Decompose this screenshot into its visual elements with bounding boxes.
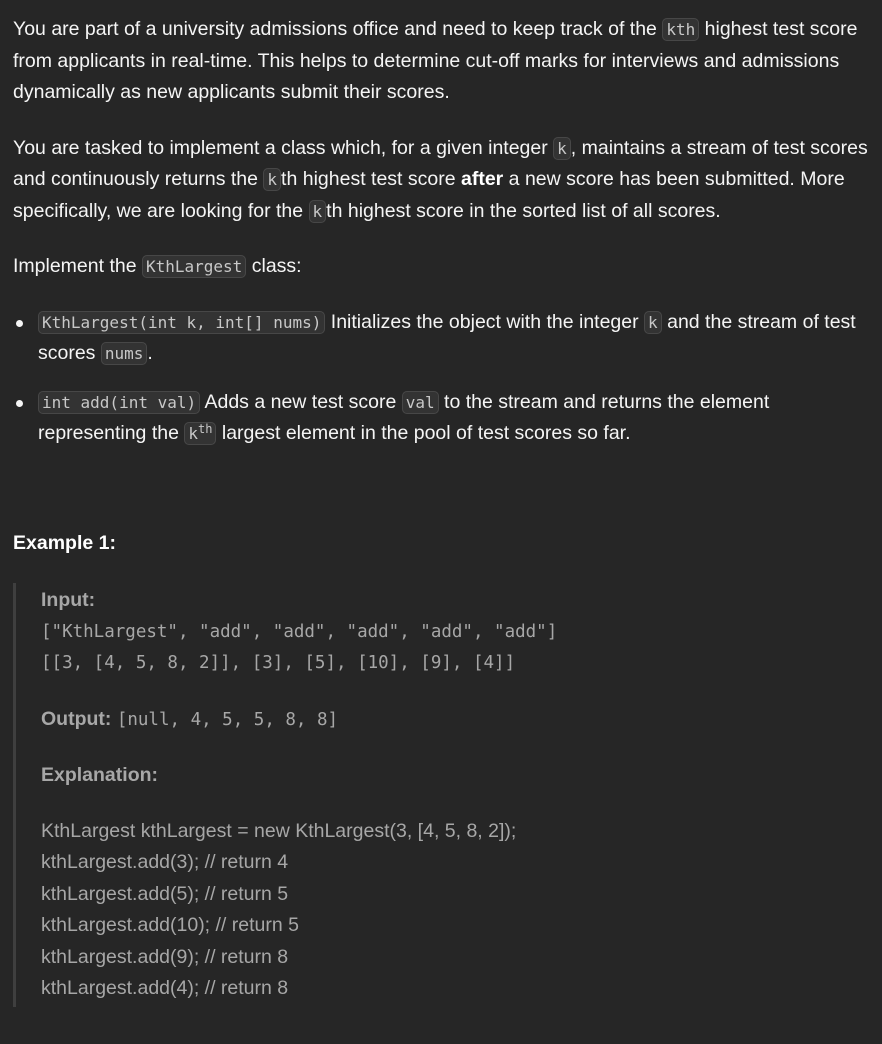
- explanation-line: kthLargest.add(5); // return 5: [41, 882, 289, 905]
- explanation-label: Explanation:: [41, 764, 159, 786]
- explanation-line: kthLargest.add(10); // return 5: [41, 914, 299, 936]
- method-signature: int add(int val): [38, 391, 200, 414]
- explanation-line: KthLargest kthLargest = new KthLargest(3, [4, 5, 8, 2]);: [41, 819, 517, 842]
- inline-code-class-name: KthLargest: [142, 255, 246, 278]
- intro-paragraph: [13, 14, 870, 109]
- inline-code-k: k: [553, 137, 571, 160]
- text: , maintains a stream of test scores and continuously returns the: [13, 136, 868, 190]
- inline-code-k: k: [309, 200, 327, 223]
- text: Initializes the object with the integer: [325, 310, 645, 333]
- method-item-constructor: [13, 307, 870, 370]
- inline-code-kth: kth: [662, 18, 699, 41]
- inline-code-kth-sup: [184, 422, 216, 445]
- text: k: [188, 424, 198, 443]
- text: to the stream and returns the element representing the: [38, 390, 770, 444]
- method-signature: KthLargest(int k, int[] nums): [38, 311, 325, 334]
- text: .: [147, 342, 153, 364]
- text: th highest score in the sorted list of all scores.: [326, 199, 721, 222]
- text: a new score has been submitted. More specifically, we are looking for the: [13, 168, 845, 222]
- explanation-line: kthLargest.add(3); // return 4: [41, 851, 289, 873]
- text: Adds a new test score: [200, 390, 402, 413]
- method-list: [13, 307, 870, 450]
- text: class:: [246, 255, 302, 277]
- inline-code-val: val: [402, 391, 439, 414]
- explanation-line: kthLargest.add(9); // return 8: [41, 945, 289, 968]
- text: highest test score from applicants in real-time. This helps to determine cut-off marks for interviews and admissions dynamically as new applicants submit their scores.: [13, 18, 858, 103]
- output-label: Output:: [41, 707, 112, 730]
- output-value: [null, 4, 5, 5, 8, 8]: [116, 709, 339, 730]
- text: You are part of a university admissions office and need to keep track of the: [13, 18, 663, 40]
- method-item-add: [13, 387, 870, 450]
- text: and the stream of test scores: [38, 310, 856, 364]
- example-title: Example 1:: [13, 531, 116, 554]
- implement-paragraph: [13, 251, 870, 283]
- input-line-ops: ["KthLargest", "add", "add", "add", "add", "add"]: [41, 621, 558, 642]
- text: th highest test score: [281, 168, 461, 190]
- text: largest element in the pool of test scores so far.: [216, 422, 631, 444]
- superscript: th: [198, 422, 213, 436]
- inline-code-nums: nums: [101, 342, 148, 365]
- explanation-line: kthLargest.add(4); // return 8: [41, 977, 289, 999]
- inline-code-k: k: [263, 168, 281, 191]
- output-row: [41, 704, 870, 737]
- input-line-args: [[3, [4, 5, 8, 2]], [3], [5], [10], [9], [4]]: [41, 653, 516, 673]
- text: Implement the: [13, 255, 142, 277]
- inline-code-k: k: [644, 311, 662, 334]
- input-label: Input:: [41, 589, 96, 611]
- example-block: [13, 583, 870, 1007]
- task-paragraph: [13, 133, 870, 228]
- bold-after: after: [460, 168, 504, 190]
- text: You are tasked to implement a class which, for a given integer: [13, 136, 554, 159]
